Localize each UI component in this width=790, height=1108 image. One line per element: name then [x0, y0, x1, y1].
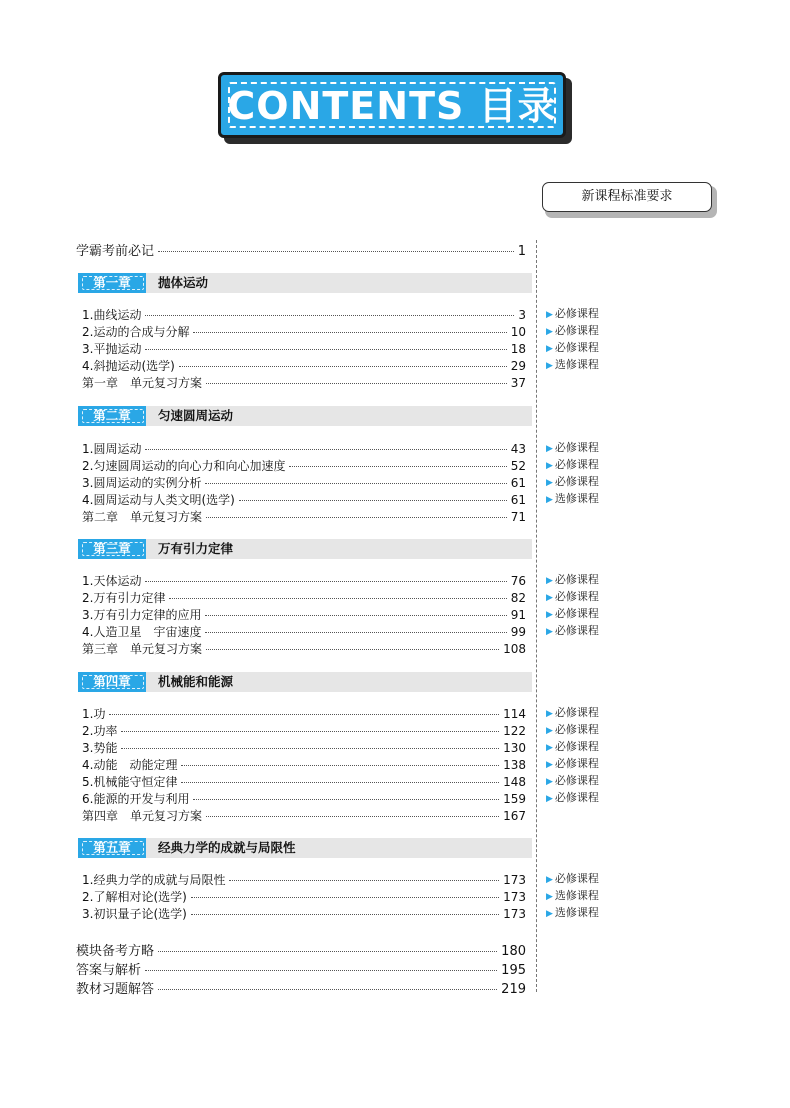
toc-entry-page: 122 — [503, 724, 526, 738]
chapter-tag: 第三章 — [78, 539, 146, 559]
requirement-tag — [546, 624, 599, 639]
chapter-name: 匀速圆周运动 — [158, 408, 234, 423]
toc-entry-label: 3.势能 — [82, 741, 118, 755]
requirement-tag — [546, 458, 599, 473]
leader-dots — [289, 466, 506, 467]
chapter-header-2[interactable] — [78, 406, 532, 426]
leader-dots — [205, 615, 506, 616]
toc-entry-review[interactable] — [82, 807, 526, 824]
requirement-text: 选修课程 — [554, 889, 599, 902]
requirement-text: 必修课程 — [554, 791, 599, 804]
requirement-tag — [546, 441, 599, 456]
toc-entry-label: 2.万有引力定律 — [82, 591, 166, 605]
triangle-icon: ▶ — [546, 726, 553, 736]
triangle-icon: ▶ — [546, 743, 553, 753]
requirement-text: 必修课程 — [554, 458, 599, 471]
leader-dots — [145, 349, 506, 350]
triangle-icon: ▶ — [546, 576, 553, 586]
leader-dots — [158, 989, 497, 990]
toc-entry-label: 第二章 单元复习方案 — [82, 510, 203, 524]
toc-entry-page: 159 — [503, 792, 526, 806]
chapter-header-1[interactable] — [78, 273, 532, 293]
toc-entry-page: 148 — [503, 775, 526, 789]
toc-entry-label: 2.功率 — [82, 724, 118, 738]
toc-entry-label: 第三章 单元复习方案 — [82, 642, 203, 656]
chapter-bar — [78, 406, 532, 426]
leader-dots — [191, 897, 499, 898]
leader-dots — [206, 649, 499, 650]
toc-entry-review[interactable] — [82, 640, 526, 657]
requirement-text: 必修课程 — [554, 324, 599, 337]
toc-entry[interactable] — [82, 340, 526, 357]
toc-entry[interactable] — [82, 606, 526, 623]
toc-entry[interactable] — [82, 572, 526, 589]
toc-entry-page: 61 — [510, 476, 526, 490]
requirement-tag — [546, 706, 599, 721]
toc-entry-page: 195 — [501, 963, 526, 978]
toc-entry-label: 1.天体运动 — [82, 574, 142, 588]
toc-entry-page: 167 — [503, 809, 526, 823]
triangle-icon: ▶ — [546, 361, 553, 371]
triangle-icon: ▶ — [546, 327, 553, 337]
triangle-icon: ▶ — [546, 461, 553, 471]
toc-entry-page: 10 — [510, 325, 526, 339]
standards-label — [542, 182, 718, 220]
requirement-text: 必修课程 — [554, 740, 599, 753]
requirement-text: 必修课程 — [554, 872, 599, 885]
leader-dots — [181, 782, 499, 783]
requirement-text: 必修课程 — [554, 475, 599, 488]
chapter-tag: 第二章 — [78, 406, 146, 426]
toc-entry-review[interactable] — [82, 508, 526, 525]
toc-entry-label: 答案与解析 — [76, 963, 142, 978]
leader-dots — [205, 483, 506, 484]
toc-entry-label: 5.机械能守恒定律 — [82, 775, 178, 789]
chapter-name: 经典力学的成就与局限性 — [158, 840, 296, 855]
toc-entry[interactable] — [82, 323, 526, 340]
toc-entry-page: 173 — [503, 907, 526, 921]
toc-entry-page: 43 — [510, 442, 526, 456]
requirement-tag — [546, 757, 599, 772]
toc-entry[interactable] — [82, 705, 526, 722]
requirement-tag — [546, 791, 599, 806]
toc-entry-label: 3.万有引力定律的应用 — [82, 608, 202, 622]
leader-dots — [181, 765, 499, 766]
leader-dots — [205, 632, 506, 633]
chapter-name: 抛体运动 — [158, 275, 209, 290]
leader-dots — [179, 366, 507, 367]
chapter-bar — [78, 273, 532, 293]
triangle-icon: ▶ — [546, 344, 553, 354]
requirement-text: 必修课程 — [554, 441, 599, 454]
requirement-text: 必修课程 — [554, 757, 599, 770]
triangle-icon: ▶ — [546, 709, 553, 719]
toc-entry-label: 1.经典力学的成就与局限性 — [82, 873, 226, 887]
requirement-text: 必修课程 — [554, 624, 599, 637]
page-title: CONTENTS 目录 — [227, 84, 557, 128]
chapter-name: 机械能和能源 — [158, 674, 234, 689]
requirement-tag — [546, 607, 599, 622]
triangle-icon: ▶ — [546, 627, 553, 637]
requirement-tag — [546, 723, 599, 738]
toc-entry-label: 2.了解相对论(选学) — [82, 890, 187, 904]
chapter-name: 万有引力定律 — [158, 541, 234, 556]
standards-label-text: 新课程标准要求 — [542, 182, 712, 212]
leader-dots — [206, 816, 499, 817]
requirement-tag — [546, 774, 599, 789]
toc-entry-label: 3.圆周运动的实例分析 — [82, 476, 202, 490]
toc-entry[interactable] — [82, 474, 526, 491]
requirement-text: 必修课程 — [554, 590, 599, 603]
requirement-tag — [546, 341, 599, 356]
requirement-tag — [546, 573, 599, 588]
triangle-icon: ▶ — [546, 310, 553, 320]
toc-entry-preface[interactable] — [76, 240, 526, 259]
toc-entry-page: 138 — [503, 758, 526, 772]
chapter-tag: 第五章 — [78, 838, 146, 858]
toc-entry-page: 91 — [510, 608, 526, 622]
toc-entry[interactable] — [82, 589, 526, 606]
toc-entry-label: 4.圆周运动与人类文明(选学) — [82, 493, 235, 507]
requirement-text: 必修课程 — [554, 573, 599, 586]
requirement-tag — [546, 324, 599, 339]
requirement-text: 必修课程 — [554, 774, 599, 787]
toc-entry-appendix[interactable] — [76, 978, 526, 997]
toc-entry-label: 学霸考前必记 — [76, 244, 155, 259]
requirement-text: 必修课程 — [554, 706, 599, 719]
toc-entry-appendix[interactable] — [76, 959, 526, 978]
requirement-text: 选修课程 — [554, 906, 599, 919]
toc-entry[interactable] — [82, 773, 526, 790]
toc-entry[interactable] — [82, 756, 526, 773]
toc-entry-page: 173 — [503, 890, 526, 904]
triangle-icon: ▶ — [546, 777, 553, 787]
triangle-icon: ▶ — [546, 444, 553, 454]
toc-entry[interactable] — [82, 888, 526, 905]
toc-entry-page: 108 — [503, 642, 526, 656]
requirement-text: 必修课程 — [554, 341, 599, 354]
toc-entry[interactable] — [82, 306, 526, 323]
toc-entry-page: 130 — [503, 741, 526, 755]
triangle-icon: ▶ — [546, 760, 553, 770]
toc-entry[interactable] — [82, 357, 526, 374]
toc-entry[interactable] — [82, 739, 526, 756]
chapter-tag: 第四章 — [78, 672, 146, 692]
toc-entry-label: 第四章 单元复习方案 — [82, 809, 203, 823]
toc-entry-page: 52 — [510, 459, 526, 473]
toc-entry-page: 18 — [510, 342, 526, 356]
toc-entry-page: 76 — [510, 574, 526, 588]
leader-dots — [193, 799, 499, 800]
requirement-tag — [546, 906, 599, 921]
leader-dots — [145, 970, 497, 971]
triangle-icon: ▶ — [546, 495, 553, 505]
toc-entry-page: 173 — [503, 873, 526, 887]
requirement-tag — [546, 475, 599, 490]
requirement-text: 必修课程 — [554, 607, 599, 620]
column-divider — [536, 240, 537, 992]
toc-entry[interactable] — [82, 905, 526, 922]
triangle-icon: ▶ — [546, 610, 553, 620]
toc-entry-appendix[interactable] — [76, 940, 526, 959]
chapter-header-5[interactable] — [78, 838, 532, 858]
chapter-header-4[interactable] — [78, 672, 532, 692]
toc-entry-label: 3.初识量子论(选学) — [82, 907, 187, 921]
toc-entry[interactable] — [82, 722, 526, 739]
leader-dots — [121, 748, 499, 749]
triangle-icon: ▶ — [546, 794, 553, 804]
toc-entry[interactable] — [82, 440, 526, 457]
chapter-bar — [78, 838, 532, 858]
leader-dots — [169, 598, 506, 599]
leader-dots — [191, 914, 499, 915]
toc-entry-review[interactable] — [82, 374, 526, 391]
toc-entry-page: 1 — [517, 244, 526, 259]
toc-entry-page: 3 — [518, 308, 526, 322]
chapter-bar — [78, 539, 532, 559]
toc-entry-page: 114 — [503, 707, 526, 721]
leader-dots — [193, 332, 506, 333]
toc-entry-label: 2.匀速圆周运动的向心力和向心加速度 — [82, 459, 286, 473]
toc-entry-label: 第一章 单元复习方案 — [82, 376, 203, 390]
leader-dots — [229, 880, 499, 881]
toc-entry-label: 模块备考方略 — [76, 944, 155, 959]
toc-entry-label: 2.运动的合成与分解 — [82, 325, 190, 339]
toc-entry-label: 1.曲线运动 — [82, 308, 142, 322]
toc-entry-label: 6.能源的开发与利用 — [82, 792, 190, 806]
triangle-icon: ▶ — [546, 875, 553, 885]
toc-entry-page: 219 — [501, 982, 526, 997]
requirement-tag — [546, 740, 599, 755]
toc-entry[interactable] — [82, 623, 526, 640]
contents-banner — [218, 72, 574, 148]
triangle-icon: ▶ — [546, 892, 553, 902]
toc-entry[interactable] — [82, 491, 526, 508]
banner-box — [218, 72, 566, 138]
toc-entry[interactable] — [82, 871, 526, 888]
leader-dots — [239, 500, 507, 501]
leader-dots — [109, 714, 499, 715]
requirement-text: 选修课程 — [554, 358, 599, 371]
toc-entry[interactable] — [82, 790, 526, 807]
leader-dots — [145, 315, 514, 316]
toc-entry-page: 99 — [510, 625, 526, 639]
toc-entry-page: 37 — [510, 376, 526, 390]
requirement-text: 选修课程 — [554, 492, 599, 505]
leader-dots — [158, 951, 497, 952]
toc-entry-label: 4.人造卫星 宇宙速度 — [82, 625, 202, 639]
leader-dots — [206, 383, 507, 384]
toc-entry-page: 180 — [501, 944, 526, 959]
toc-entry-page: 61 — [510, 493, 526, 507]
requirement-tag — [546, 590, 599, 605]
chapter-tag: 第一章 — [78, 273, 146, 293]
leader-dots — [121, 731, 499, 732]
leader-dots — [206, 517, 507, 518]
toc-entry-page: 71 — [510, 510, 526, 524]
toc-entry-label: 1.功 — [82, 707, 106, 721]
toc-entry-label: 3.平抛运动 — [82, 342, 142, 356]
toc-entry-label: 4.斜抛运动(选学) — [82, 359, 175, 373]
triangle-icon: ▶ — [546, 478, 553, 488]
requirement-text: 必修课程 — [554, 307, 599, 320]
requirement-tag — [546, 492, 599, 507]
requirement-tag — [546, 889, 599, 904]
requirement-tag — [546, 358, 599, 373]
toc-entry-label: 教材习题解答 — [76, 982, 155, 997]
chapter-header-3[interactable] — [78, 539, 532, 559]
toc-entry-label: 4.动能 动能定理 — [82, 758, 178, 772]
leader-dots — [145, 449, 506, 450]
requirement-text: 必修课程 — [554, 723, 599, 736]
toc-entry-page: 29 — [510, 359, 526, 373]
triangle-icon: ▶ — [546, 909, 553, 919]
toc-entry-page: 82 — [510, 591, 526, 605]
triangle-icon: ▶ — [546, 593, 553, 603]
leader-dots — [158, 251, 514, 252]
toc-entry[interactable] — [82, 457, 526, 474]
chapter-bar — [78, 672, 532, 692]
requirement-tag — [546, 872, 599, 887]
requirement-tag — [546, 307, 599, 322]
leader-dots — [145, 581, 506, 582]
toc-entry-label: 1.圆周运动 — [82, 442, 142, 456]
